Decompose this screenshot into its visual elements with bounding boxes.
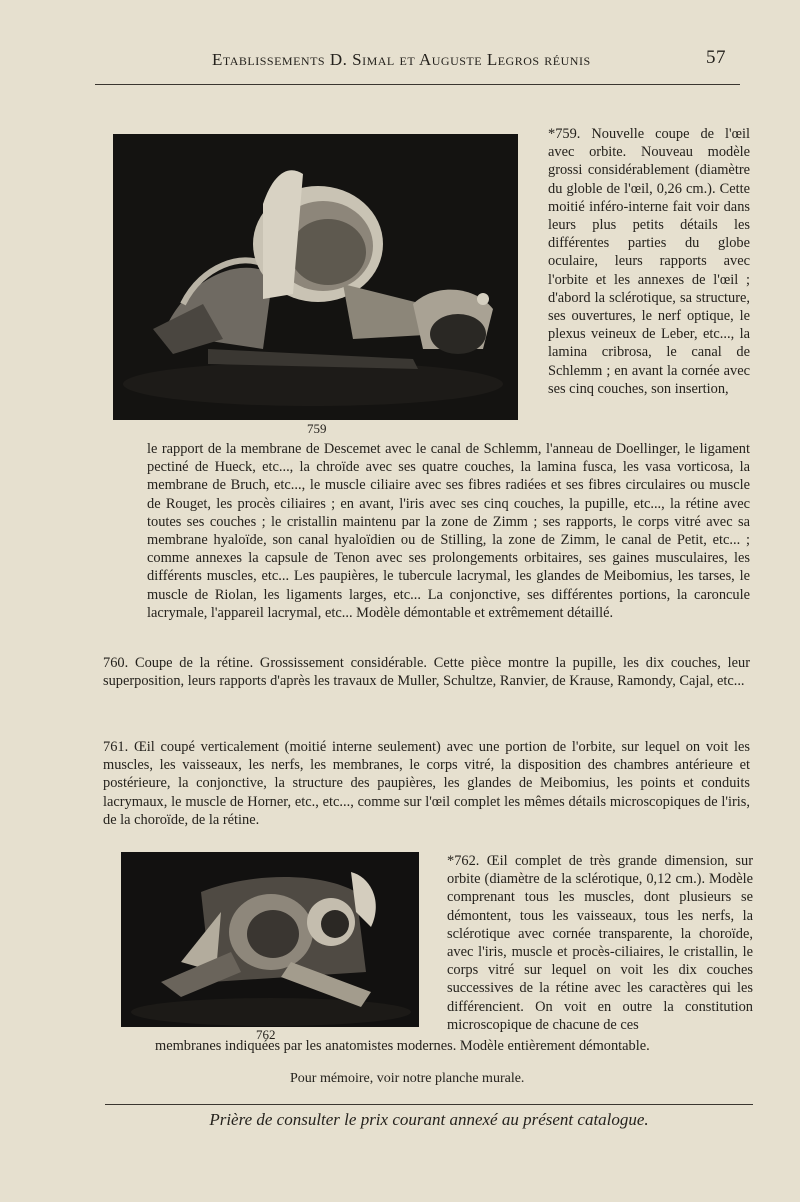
figure-caption-762: 762	[256, 1027, 276, 1042]
eye-model-illustration-762	[121, 852, 419, 1027]
entry-760-body: Coupe de la rétine. Grossissement considérable. Cette pièce montre la pupille, les dix couches, leur superposition, leurs rapports d'après les travaux de Muller, Schultze, Ranvier, de Krause, Ramondy, Cajal, etc...	[103, 655, 750, 690]
footer-rule	[105, 1104, 753, 1105]
eye-model-illustration-759	[113, 134, 518, 420]
entry-762-continued-text	[155, 1037, 755, 1055]
memo-note: Pour mémoire, voir notre planche murale.	[290, 1071, 525, 1086]
entry-759-side-text	[548, 125, 750, 398]
entry-762-side-text	[447, 852, 753, 1034]
entry-number-760: 760.	[103, 655, 129, 671]
footer-note: Prière de consulter le prix courant annexé au présent catalogue.	[209, 1110, 649, 1129]
figure-caption-759: 759	[307, 421, 327, 436]
entry-number-762: *762.	[447, 853, 480, 869]
entry-760	[103, 654, 750, 690]
page-number: 57	[706, 47, 726, 68]
entry-759-full-body: le rapport de la membrane de Descemet avec le canal de Schlemm, l'anneau de Doellinger, le ligament pectiné de Hueck, etc..., la chroïde avec ses quatre couches, la lamina fusca, les vasa vorticosa, la membrane de Bruch, etc..., le muscle ciliaire avec ses fibres radiées et ses fibres circulaires ou muscle de Rouget, les procès ciliaires ; en avant, l'iris avec ses cinq couches, la pupille, etc..., la rétine avec toutes ses couches ; le cristallin maintenu par la zone de Zimm ; ses rapports, le corps vitré avec sa membrane hyaloïde, son canal hyaloïdien ou de Stilling, la zone de Zimm, le canal de Petit, etc... ; comme annexes la capsule de Tenon avec ses prolongements orbitaires, ses gaines musculaires, les différents muscles, etc... Les paupières, le tubercule lacrymal, les glandes de Meibomius, les tarses, le muscle de Riolan, les ligaments larges, etc... La conjonctive, ses différentes portions, la caroncule lacrymale, l'appareil lacrymal, etc... Modèle démontable et extrêmement détaillé.	[147, 441, 750, 621]
entry-number-761: 761.	[103, 739, 129, 755]
entry-number-759: *759.	[548, 126, 581, 142]
entry-762-full-body: membranes indiquées par les anatomistes modernes. Modèle entièrement démontable.	[155, 1038, 650, 1054]
page-header	[200, 47, 740, 74]
entry-759-side-body: Nouvelle coupe de l'œil avec orbite. Nouveau modèle grossi considérablement (diamètre du globle de l'œil, 0,26 cm.). Cette moitié inféro-interne fait voir dans leurs plus petits détails les différentes parties du globe oculaire, leurs rapports avec l'orbite et les annexes de l'œil ; d'abord la sclérotique, sa structure, ses ouvertures, le nerf optique, le plexus veineux de Leber, etc..., la lamina cribrosa, le canal de Schlemm ; en avant la cornée avec ses cinq couches, son insertion,	[548, 126, 750, 397]
eye-model-photo-759	[113, 134, 518, 420]
entry-761-body: Œil coupé verticalement (moitié interne seulement) avec une portion de l'orbite, sur lequel on voit les muscles, les vaisseaux, les nerfs, les membranes, le corps vitré, la disposition des chambres antérieure et postérieure, la conjonctive, la structure des paupières, les glandes de Meibomius, les points et conduits lacrymaux, le muscle de Horner, etc., etc..., comme sur l'œil complet les mêmes détails microscopiques de l'iris, de la choroïde, de la rétine.	[103, 739, 750, 828]
header-title: Etablissements D. Simal et Auguste Legros réunis	[212, 50, 591, 69]
eye-model-photo-762	[121, 852, 419, 1027]
header-rule	[95, 84, 740, 85]
entry-761	[103, 738, 750, 829]
entry-762-side-body: Œil complet de très grande dimension, sur orbite (diamètre de la sclérotique, 0,12 cm.). Modèle comprenant tous les muscles, dont plusieurs se démontent, tous les vaisseaux, tous les nerfs, la sclérotique avec cornée transparente, la choroïde, avec l'iris, muscle et procès-ciliaires, le cristallin, le corps vitré sur lequel on voit les dix couches successives de la rétine avec les caractères qui les différencient. On voit en outre la constitution microscopique de chacune de ces	[447, 853, 753, 1033]
entry-759-continued-text	[147, 440, 750, 622]
